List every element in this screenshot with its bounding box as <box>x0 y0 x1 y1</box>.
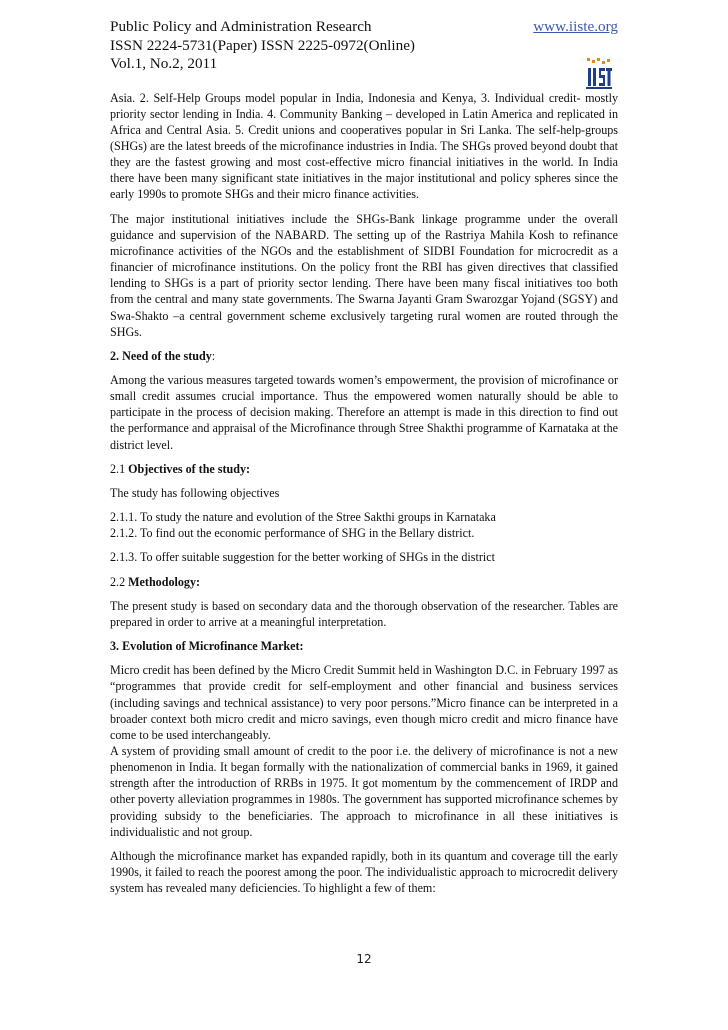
heading-methodology-number: 2.2 <box>110 574 129 589</box>
iiste-logo-icon <box>584 56 614 90</box>
journal-url-link[interactable]: www.iiste.org <box>533 18 618 35</box>
heading-objectives <box>110 461 618 477</box>
heading-colon: : <box>211 348 216 363</box>
heading-methodology <box>110 574 618 590</box>
heading-evolution-text: 3. Evolution of Microfinance Market: <box>110 639 304 654</box>
paragraph-microfinance-history: A system of providing small amount of credit to the poor i.e. the delivery of microfinance is not a new phenomenon in India. It began formally with the nationalization of commercial banks in 1969, it gained strength after the introduction of RRBs in 1975. It got momentum by the commencement of IRDP and other poverty alleviation programmes in 1980s. The government has supported microfinance schemes by providing subsidy to the beneficiaries. The approach to microfinance in all these initiatives is individualistic and not group. <box>110 743 618 839</box>
heading-need-of-study-text: 2. Need of the study <box>110 348 212 363</box>
running-header <box>110 18 618 74</box>
paragraph-objectives-intro: The study has following objectives <box>110 485 280 500</box>
page-number: 12 <box>356 952 372 966</box>
paragraph-need-of-study: Among the various measures targeted towards women’s empowerment, the provision of microfinance or small credit assumes crucial importance. Thus the empowered women naturally should be able to participate in the process of decision making. Therefore an attempt is made in this direction to find out the performance and appraisal of the Microfinance through Stree Shakthi programme of Karnataka at the district level. <box>110 373 618 452</box>
paragraph-micro-credit-definition: Micro credit has been defined by the Micro Credit Summit held in Washington D.C. in February 1997 as “programmes that provide credit for self-employment and other financial and business services (including savings and technical assistance) to very poor persons.”Micro finance can be interpreted in a broader context both micro credit and micro savings, even though micro credit and micro finance have come to be used interchangeably. <box>110 663 618 742</box>
heading-need-of-study <box>110 348 618 364</box>
heading-evolution <box>110 638 618 654</box>
heading-objectives-number: 2.1 <box>110 461 129 476</box>
paragraph-methodology: The present study is based on secondary data and the thorough observation of the researcher. Tables are prepared in order to arrive at a meaningful interpretation. <box>110 598 618 629</box>
objective-item-2: 2.1.2. To find out the economic performance of SHG in the Bellary district. <box>110 526 475 541</box>
journal-title: Public Policy and Administration Research <box>110 18 372 35</box>
article-body <box>110 90 618 897</box>
heading-objectives-text: Objectives of the study: <box>128 461 251 476</box>
volume-line: Vol.1, No.2, 2011 <box>110 55 218 72</box>
paragraph-models: Asia. 2. Self-Help Groups model popular in India, Indonesia and Kenya, 3. Individual credit- mostly priority sector lending in India. 4. Community Banking – developed in Latin America and replicated in Africa and Central Asia. 5. Credit unions and cooperatives popular in Sri Lanka. The self-help-groups (SHGs) are the latest breeds of the microfinance industries in India. The SHGs proved beyond doubt that they are the fastest growing and most cost-effective micro financial initiatives in the world. In India there have been many significant state initiatives in the major institutional and policy spheres since the early 1990s to promote SHGs and their micro finance activities. <box>110 90 618 202</box>
page <box>110 18 618 904</box>
issn-line: ISSN 2224-5731(Paper) ISSN 2225-0972(Online) <box>110 36 415 54</box>
objective-item-3: 2.1.3. To offer suitable suggestion for the better working of SHGs in the district <box>110 550 495 565</box>
heading-methodology-text: Methodology: <box>128 574 201 589</box>
objective-item-1: 2.1.1. To study the nature and evolution of the Stree Sakthi groups in Karnataka <box>110 510 496 525</box>
paragraph-institutional-initiatives: The major institutional initiatives include the SHGs-Bank linkage programme under the overall guidance and supervision of the NABARD. The setting up of the Rastriya Mahila Kosh to refinance microfinance activities of the NGOs and the establishment of SIDBI Foundation for microcredit as a financier of microfinance institutions. On the policy front the RBI has given directives that classified lending to SHGs is a part of priority sector lending. There have been many fiscal initiatives too both from the central and many state governments. The Swarna Jayanti Gram Swarozgar Yojand (SGSY) and Swa-Shakto –a central government scheme exclusively targeting rural women are routed through the SHGs. <box>110 211 618 339</box>
paragraph-market-deficiencies: Although the microfinance market has expanded rapidly, both in its quantum and coverage till the early 1990s, it failed to reach the poorest among the poor. The individualistic approach to microcredit delivery system has revealed many deficiencies. To highlight a few of them: <box>110 848 618 896</box>
